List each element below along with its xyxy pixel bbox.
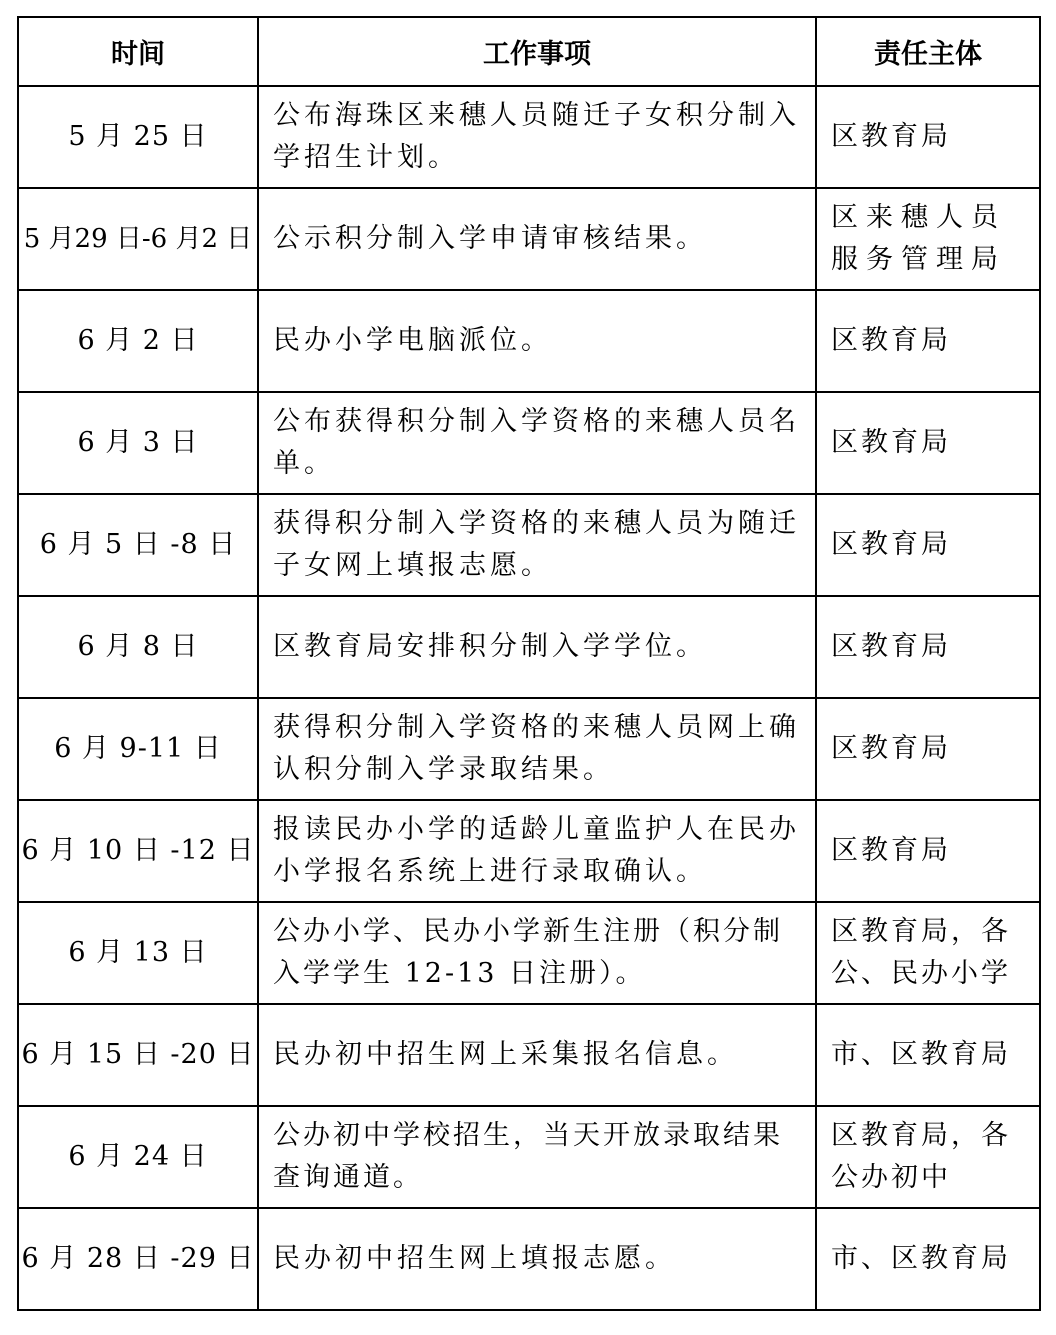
dept-cell: 区教育局 [816, 698, 1040, 800]
dept-cell: 区教育局 [816, 392, 1040, 494]
task-cell: 民办初中招生网上填报志愿。 [258, 1208, 816, 1310]
table-row [18, 698, 1040, 800]
task-cell: 民办小学电脑派位。 [258, 290, 816, 392]
table-row [18, 902, 1040, 1004]
date-cell: 5 月 25 日 [18, 86, 258, 188]
date-cell: 6 月 2 日 [18, 290, 258, 392]
task-cell: 公布海珠区来穗人员随迁子女积分制入学招生计划。 [258, 86, 816, 188]
date-cell: 6 月 8 日 [18, 596, 258, 698]
date-cell: 6 月 13 日 [18, 902, 258, 1004]
table-row [18, 188, 1040, 290]
table-row [18, 1208, 1040, 1310]
dept-cell: 区教育局，各公、民办小学 [816, 902, 1040, 1004]
table-row [18, 1004, 1040, 1106]
header-task: 工作事项 [258, 17, 816, 86]
task-cell: 公办小学、民办小学新生注册（积分制入学学生 12-13 日注册）。 [258, 902, 816, 1004]
table-row [18, 596, 1040, 698]
task-cell: 民办初中招生网上采集报名信息。 [258, 1004, 816, 1106]
date-cell: 6 月 3 日 [18, 392, 258, 494]
task-cell: 公示积分制入学申请审核结果。 [258, 188, 816, 290]
dept-cell: 区教育局，各公办初中 [816, 1106, 1040, 1208]
dept-cell: 区教育局 [816, 86, 1040, 188]
task-cell: 报读民办小学的适龄儿童监护人在民办小学报名系统上进行录取确认。 [258, 800, 816, 902]
date-cell: 5 月29 日-6 月2 日 [18, 188, 258, 290]
table-row [18, 290, 1040, 392]
date-cell: 6 月 28 日 -29 日 [18, 1208, 258, 1310]
dept-cell: 市、区教育局 [816, 1004, 1040, 1106]
enrollment-schedule-table [17, 16, 1041, 1311]
dept-cell: 区教育局 [816, 596, 1040, 698]
table-row [18, 494, 1040, 596]
task-cell: 区教育局安排积分制入学学位。 [258, 596, 816, 698]
task-cell: 公布获得积分制入学资格的来穗人员名单。 [258, 392, 816, 494]
table-row [18, 86, 1040, 188]
header-time: 时间 [18, 17, 258, 86]
dept-cell: 区教育局 [816, 800, 1040, 902]
date-cell: 6 月 24 日 [18, 1106, 258, 1208]
header-dept: 责任主体 [816, 17, 1040, 86]
date-cell: 6 月 10 日 -12 日 [18, 800, 258, 902]
dept-cell: 区来穗人员服务管理局 [816, 188, 1040, 290]
task-cell: 获得积分制入学资格的来穗人员为随迁子女网上填报志愿。 [258, 494, 816, 596]
table-row [18, 1106, 1040, 1208]
table-row [18, 392, 1040, 494]
dept-cell: 区教育局 [816, 494, 1040, 596]
date-cell: 6 月 15 日 -20 日 [18, 1004, 258, 1106]
dept-cell: 市、区教育局 [816, 1208, 1040, 1310]
task-cell: 公办初中学校招生，当天开放录取结果查询通道。 [258, 1106, 816, 1208]
date-cell: 6 月 9-11 日 [18, 698, 258, 800]
task-cell: 获得积分制入学资格的来穗人员网上确认积分制入学录取结果。 [258, 698, 816, 800]
table-header-row [18, 17, 1040, 86]
table-row [18, 800, 1040, 902]
dept-cell: 区教育局 [816, 290, 1040, 392]
date-cell: 6 月 5 日 -8 日 [18, 494, 258, 596]
